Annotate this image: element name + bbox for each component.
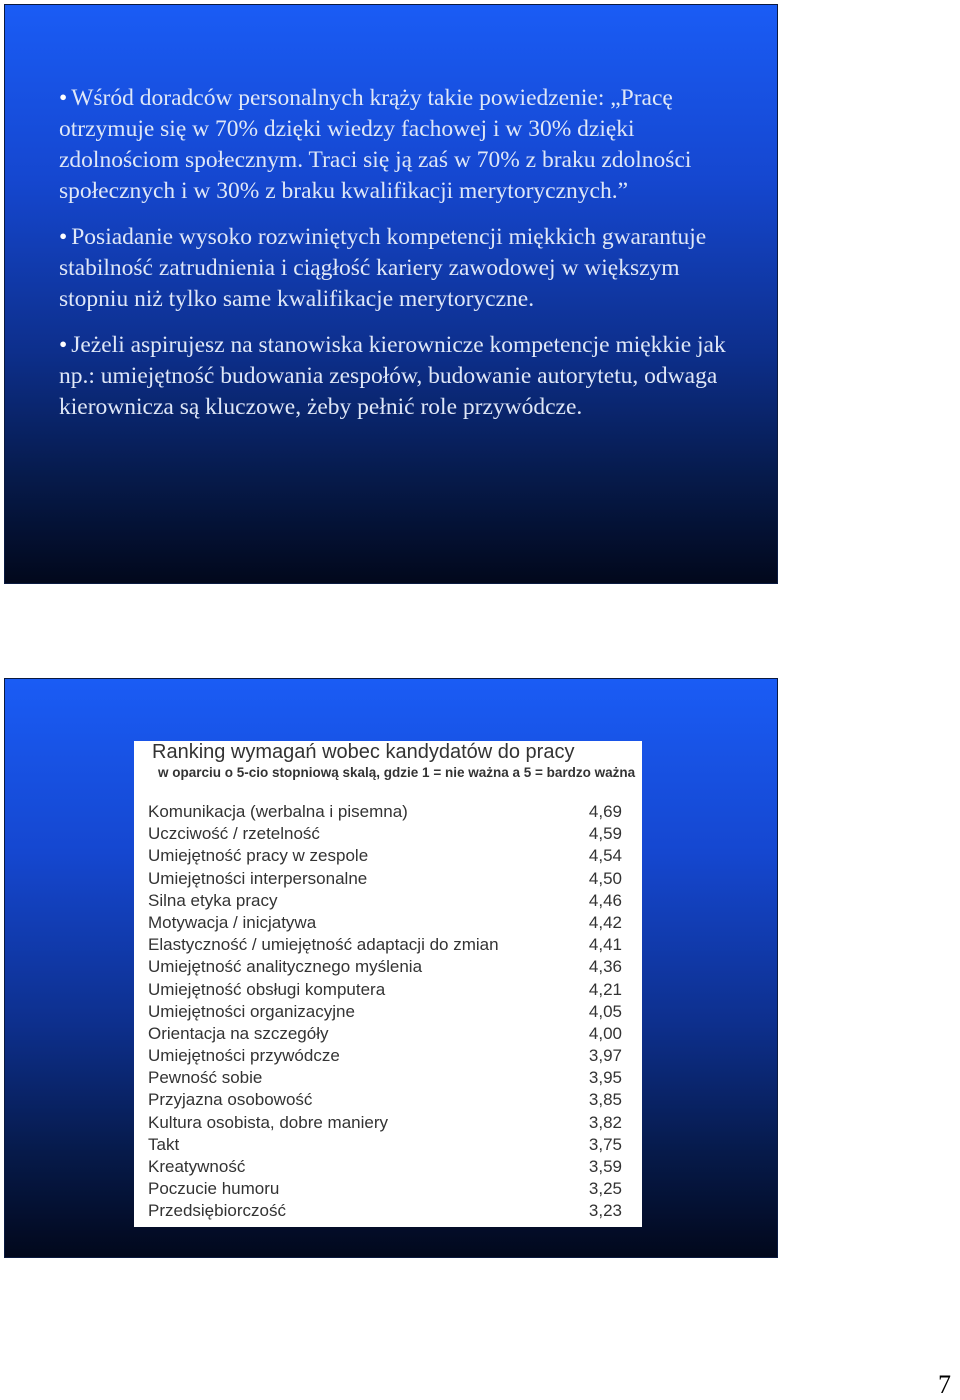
table-row: [148, 845, 622, 867]
row-value: 4,41: [588, 935, 622, 955]
table-row: [148, 1200, 622, 1222]
row-label: Takt: [148, 1134, 180, 1154]
row-label: Umiejętność analitycznego myślenia: [148, 957, 423, 977]
bullet-icon: •: [59, 224, 68, 250]
table-row: [148, 1067, 622, 1089]
bullet-text: Wśród doradców personalnych krąży takie powiedzenie: „Pracę otrzymuje się w 70% dzięki wiedzy fachowej i w 30% dzięki zdolnościom społecznym. Traci się ją zaś w 70% z braku zdolności społecznych i w 30% z braku kwalifikacji merytorycznych.”: [59, 85, 692, 204]
row-value: 3,25: [588, 1179, 622, 1199]
row-value: 4,69: [588, 802, 622, 821]
ranking-title: Ranking wymagań wobec kandydatów do pracy: [152, 741, 575, 763]
row-value: 3,82: [588, 1112, 622, 1132]
row-value: 3,97: [588, 1046, 622, 1066]
row-value: 3,85: [588, 1090, 622, 1110]
row-label: Umiejętność pracy w zespole: [148, 846, 369, 866]
row-label: Orientacja na szczegóły: [148, 1023, 329, 1043]
table-row: [148, 801, 622, 823]
slide-2: [4, 678, 778, 1258]
row-value: 3,59: [588, 1157, 622, 1176]
table-row: [148, 1134, 622, 1156]
row-label: Umiejętność obsługi komputera: [148, 979, 386, 999]
row-label: Komunikacja (werbalna i pisemna): [148, 802, 408, 821]
row-label: Poczucie humoru: [148, 1179, 280, 1199]
row-label: Pewność sobie: [148, 1068, 263, 1088]
row-label: Kultura osobista, dobre maniery: [148, 1112, 389, 1132]
table-row: [148, 1045, 622, 1067]
row-label: Kreatywność: [148, 1157, 246, 1176]
row-value: 4,42: [588, 912, 622, 932]
table-row: [148, 868, 622, 890]
bullet-icon: •: [59, 332, 68, 358]
bullet-text: Jeżeli aspirujesz na stanowiska kierownicze kompetencje miękkie jak np.: umiejętność budowania zespołów, budowanie autorytetu, odwaga kierownicza są kluczowe, żeby pełnić role przywódcze.: [59, 332, 726, 420]
table-row: [148, 1001, 622, 1023]
row-label: Motywacja / inicjatywa: [148, 912, 317, 932]
bullet-item: [59, 330, 749, 423]
row-value: 4,50: [588, 868, 622, 888]
row-value: 3,23: [588, 1201, 622, 1221]
row-label: Silna etyka pracy: [148, 890, 278, 910]
table-row: [148, 1089, 622, 1111]
table-row: [148, 1112, 622, 1134]
row-label: Uczciwość / rzetelność: [148, 824, 320, 844]
table-row: [148, 934, 622, 956]
row-value: 3,95: [588, 1068, 622, 1088]
row-value: 4,21: [588, 979, 622, 999]
table-row: [148, 912, 622, 934]
row-value: 4,46: [588, 890, 622, 910]
table-row: [148, 956, 622, 978]
row-label: Przyjazna osobowość: [148, 1090, 313, 1110]
table-row: [148, 1178, 622, 1200]
page-number: 7: [938, 1370, 951, 1399]
bullet-list: [59, 83, 749, 438]
ranking-table-panel: [134, 741, 642, 1227]
row-value: 4,54: [588, 846, 622, 866]
bullet-icon: •: [59, 85, 68, 111]
bullet-text: Posiadanie wysoko rozwiniętych kompetencji miękkich gwarantuje stabilność zatrudnienia i ciągłość kariery zawodowej w większym stopniu niż tylko same kwalifikacje merytoryczne.: [59, 224, 707, 312]
row-label: Umiejętności organizacyjne: [148, 1001, 355, 1021]
row-value: 4,00: [588, 1023, 622, 1043]
row-value: 3,75: [588, 1134, 622, 1154]
row-value: 4,05: [588, 1001, 622, 1021]
bullet-item: [59, 83, 749, 207]
bullet-item: [59, 222, 749, 315]
ranking-subtitle: w oparciu o 5-cio stopniową skalą, gdzie 1 = nie ważna a 5 = bardzo ważna: [158, 765, 636, 780]
table-row: [148, 979, 622, 1001]
row-value: 4,36: [588, 957, 622, 977]
ranking-rows: [148, 801, 622, 1223]
slide-1: [4, 4, 778, 584]
row-label: Umiejętności przywódcze: [148, 1046, 340, 1066]
table-row: [148, 1023, 622, 1045]
row-value: 4,59: [588, 824, 622, 844]
table-row: [148, 1156, 622, 1178]
row-label: Przedsiębiorczość: [148, 1201, 286, 1221]
table-row: [148, 890, 622, 912]
row-label: Umiejętności interpersonalne: [148, 868, 368, 888]
table-row: [148, 823, 622, 845]
row-label: Elastyczność / umiejętność adaptacji do zmian: [148, 935, 499, 955]
